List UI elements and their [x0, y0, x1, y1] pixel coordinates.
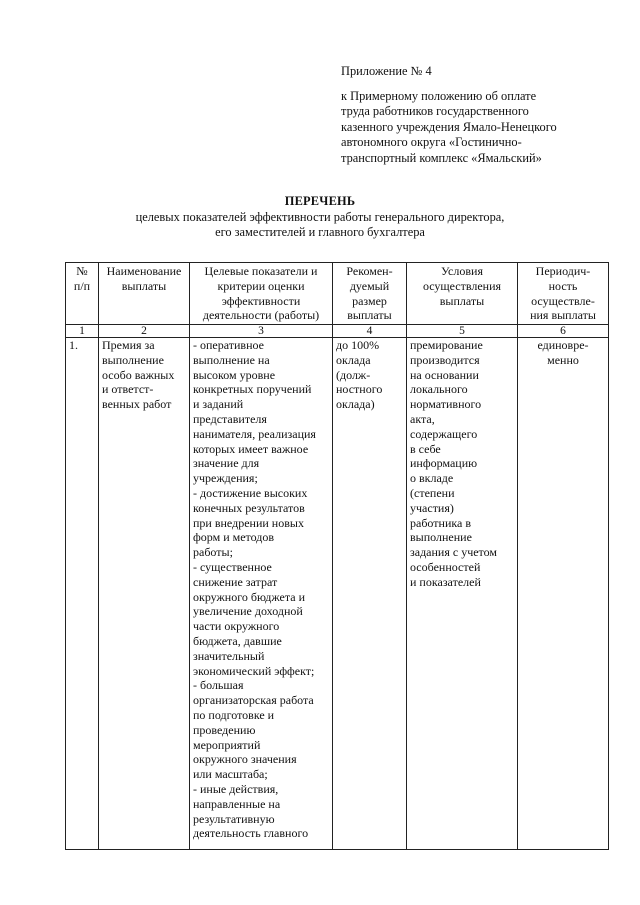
periodicity-cell — [518, 338, 609, 850]
cell-text-line: учреждения; — [193, 471, 258, 486]
cell-text-line: работника в — [410, 515, 472, 530]
cell-text-line: п/п — [73, 278, 91, 293]
cell-text-line: особенностей — [410, 559, 481, 574]
cell-text-line: и заданий — [193, 397, 244, 412]
cell-text-line: - иные действия, — [193, 781, 279, 796]
appendix-title: Приложение № 4 — [341, 64, 432, 78]
cell-text-line: - существенное — [193, 559, 272, 574]
cell-text-line: осуществления — [422, 278, 502, 293]
cell-text-line: ность — [548, 278, 578, 293]
cell-text-line: на основании — [410, 367, 479, 382]
table-row — [66, 338, 609, 850]
cell-text-line: значительный — [193, 648, 265, 663]
cell-text-line: (долж- — [336, 367, 371, 382]
column-number: 6 — [518, 325, 609, 338]
cell-text-line: при внедрении новых — [193, 515, 304, 530]
column-number: 3 — [190, 325, 333, 338]
cell-text-line: о вкладе — [410, 471, 454, 486]
cell-text-line: и ответст- — [102, 382, 154, 397]
column-number: 5 — [407, 325, 518, 338]
payments-table — [65, 262, 609, 850]
cell-text-line: окружного значения — [193, 752, 297, 767]
cell-text-line: снижение затрат — [193, 574, 278, 589]
header-cell-conditions — [407, 263, 518, 325]
cell-text-line: содержащего — [410, 426, 478, 441]
cell-text-line: выплаты — [121, 278, 167, 293]
cell-text-line: - оперативное — [193, 338, 264, 352]
cell-text-line: выполнение — [410, 530, 472, 545]
cell-text-line: и показателей — [410, 574, 481, 589]
appendix-block — [341, 64, 621, 167]
column-number: 4 — [333, 325, 407, 338]
cell-text-line: высоком уровне — [193, 367, 276, 382]
cell-text-line: осуществле- — [531, 293, 595, 308]
cell-text-line: - достижение высоких — [193, 485, 308, 500]
cell-text-line: производится — [410, 352, 480, 367]
cell-text-line: работы; — [193, 545, 233, 560]
header-cell-criteria — [190, 263, 333, 325]
cell-text-line: значение для — [193, 456, 260, 471]
cell-text-line: единовре- — [537, 338, 589, 352]
conditions-cell — [407, 338, 518, 850]
cell-text-line: экономический эффект; — [193, 663, 315, 678]
cell-text-line: эффективности — [221, 293, 301, 308]
cell-text-line: или масштаба; — [193, 767, 268, 782]
cell-text-line: мероприятий — [193, 737, 261, 752]
cell-text-line: ностного — [336, 382, 383, 397]
cell-text-line: ния выплаты — [530, 308, 596, 323]
cell-text-line: форм и методов — [193, 530, 275, 545]
cell-text-line: до 100% — [336, 338, 380, 352]
cell-text-line: Рекомен- — [346, 264, 393, 278]
table-header-row — [66, 263, 609, 325]
cell-text-line: менно — [547, 352, 579, 367]
cell-text-line: организаторская работа — [193, 693, 314, 708]
appendix-line: труда работников государственного — [341, 104, 529, 119]
cell-text-line: в себе — [410, 441, 441, 456]
cell-text-line: дуемый — [349, 278, 390, 293]
cell-text-line: бюджета, давшие — [193, 633, 282, 648]
header-cell-name — [99, 263, 190, 325]
cell-text-line: нанимателя, реализация — [193, 426, 316, 441]
cell-text-line: деятельности (работы) — [202, 308, 320, 323]
appendix-line: автономного округа «Гостинично- — [341, 135, 522, 150]
cell-text-line: - большая — [193, 678, 244, 693]
cell-text-line: участия) — [410, 500, 454, 515]
header-cell-periodicity — [518, 263, 609, 325]
cell-text-line: представителя — [193, 411, 267, 426]
cell-text-line: деятельность главного — [193, 826, 309, 841]
document-subtitle-line: его заместителей и главного бухгалтера — [215, 225, 425, 239]
cell-text-line: конечных результатов — [193, 500, 305, 515]
cell-text-line: Премия за — [102, 338, 155, 352]
cell-text-line: задания с учетом — [410, 545, 497, 560]
cell-text-line: премирование — [410, 338, 483, 352]
cell-text-line: акта, — [410, 411, 435, 426]
cell-text-line: Наименование — [106, 264, 182, 278]
cell-text-line: которых имеет важное — [193, 441, 309, 456]
document-title: ПЕРЕЧЕНЬ — [284, 194, 356, 208]
cell-text-line: окружного бюджета и — [193, 589, 306, 604]
appendix-line: транспортный комплекс «Ямальский» — [341, 150, 542, 165]
row-number-cell — [66, 338, 99, 850]
header-cell-number — [66, 263, 99, 325]
cell-text-line: выплаты — [347, 308, 392, 323]
cell-text-line: части окружного — [193, 619, 280, 634]
cell-text-line: 1. — [69, 338, 78, 352]
column-number: 1 — [66, 325, 99, 338]
cell-text-line: оклада — [336, 352, 371, 367]
appendix-line: казенного учреждения Ямало-Ненецкого — [341, 119, 557, 134]
cell-text-line: нормативного — [410, 397, 482, 412]
cell-text-line: № — [76, 264, 88, 278]
cell-text-line: Целевые показатели и — [204, 264, 318, 278]
cell-text-line: Периодич- — [535, 264, 591, 278]
payment-name-cell — [99, 338, 190, 850]
cell-text-line: конкретных поручений — [193, 382, 312, 397]
cell-text-line: направленные на — [193, 796, 281, 811]
header-cell-size — [333, 263, 407, 325]
column-number: 2 — [99, 325, 190, 338]
cell-text-line: проведению — [193, 722, 256, 737]
cell-text-line: Условия — [441, 264, 483, 278]
document-subtitle-line: целевых показателей эффективности работы генерального директора, — [135, 210, 505, 224]
cell-text-line: увеличение доходной — [193, 604, 303, 619]
cell-text-line: выполнение — [102, 352, 164, 367]
cell-text-line: результативную — [193, 811, 275, 826]
cell-text-line: размер — [352, 293, 387, 308]
column-number-row — [66, 325, 609, 338]
cell-text-line: оклада) — [336, 397, 375, 412]
cell-text-line: выплаты — [439, 293, 485, 308]
size-cell — [333, 338, 407, 850]
cell-text-line: локального — [410, 382, 468, 397]
criteria-cell — [190, 338, 333, 850]
cell-text-line: венных работ — [102, 397, 172, 412]
cell-text-line: по подготовке и — [193, 707, 275, 722]
cell-text-line: критерии оценки — [217, 278, 305, 293]
cell-text-line: (степени — [410, 485, 455, 500]
cell-text-line: особо важных — [102, 367, 175, 382]
appendix-line: к Примерному положению об оплате — [341, 88, 537, 103]
cell-text-line: выполнение на — [193, 352, 270, 367]
cell-text-line: информацию — [410, 456, 478, 471]
